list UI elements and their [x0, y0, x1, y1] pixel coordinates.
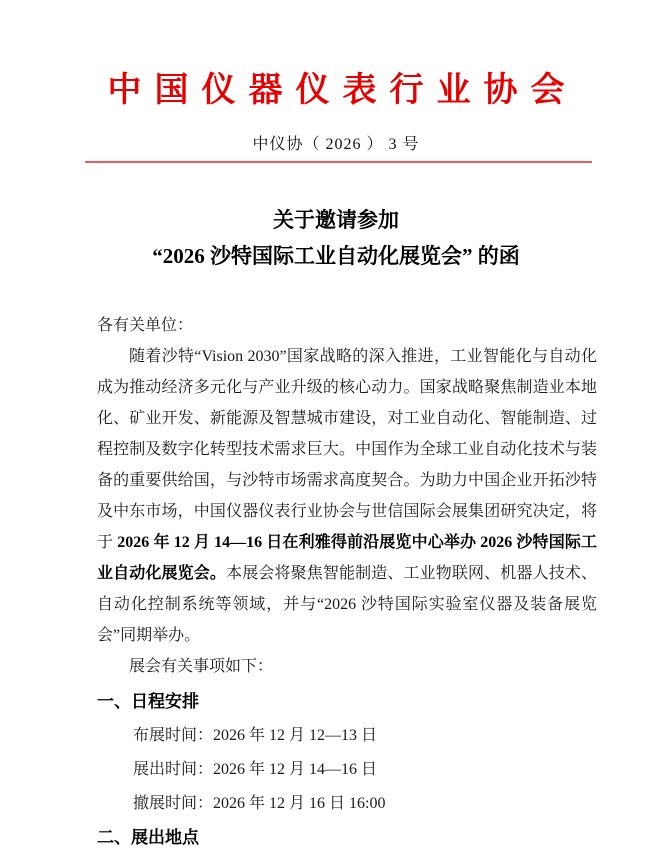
salutation: 各有关单位：: [97, 317, 194, 334]
lead-in-line: 展会有关事项如下：: [129, 658, 274, 675]
schedule-item-teardown: 撤展时间：2026 年 12 月 16 日 16:00: [133, 795, 386, 812]
document-body: [97, 310, 597, 855]
schedule-item-setup: 布展时间：2026 年 12 月 12—13 日: [133, 727, 378, 744]
schedule-item-exhibit: 展出时间：2026 年 12 月 14—16 日: [133, 761, 378, 778]
document-title-line2: “2026 沙特国际工业自动化展览会” 的函: [152, 244, 520, 268]
section-2-heading: 二、展出地点: [97, 828, 199, 847]
schedule-list: [133, 719, 597, 821]
red-divider-line: [85, 161, 592, 163]
intro-paragraph: [97, 341, 597, 651]
doc-number: 中仪协（ 2026 ） 3 号: [252, 136, 420, 153]
document-title: [0, 202, 672, 274]
sections: [97, 685, 597, 855]
intro-paragraph-pre: 随着沙特“Vision 2030”国家战略的深入推进，工业智能化与自动化成为推动经济多元化与产业升级的核心动力。国家战略聚焦制造业本地化、矿业开发、新能源及智慧城市建设，对工业自动化、智能制造、过程控制及数字化转型技术需求巨大。中国作为全球工业自动化技术与装备的重要供给国，与沙特市场需求高度契合。为助力中国企业开拓沙特及中东市场，中国仪器仪表行业协会与世信国际会展集团研究决定，将于: [97, 348, 597, 551]
section-1-heading: 一、日程安排: [97, 692, 199, 711]
intro-paragraph-bold-dates: 2026 年 12 月 14—16 日在利雅得前沿展览中心举办 2026 沙特国际工业自动化展览会。: [97, 534, 597, 582]
org-name-header: 中国仪器仪表行业协会: [107, 72, 578, 109]
intro-paragraph-post: 本展会将聚焦智能制造、工业物联网、机器人技术、自动化控制系统等领域，并与“2026 沙特国际实验室仪器及装备展览会”同期举办。: [97, 565, 597, 644]
document-title-line1: 关于邀请参加: [273, 208, 399, 232]
